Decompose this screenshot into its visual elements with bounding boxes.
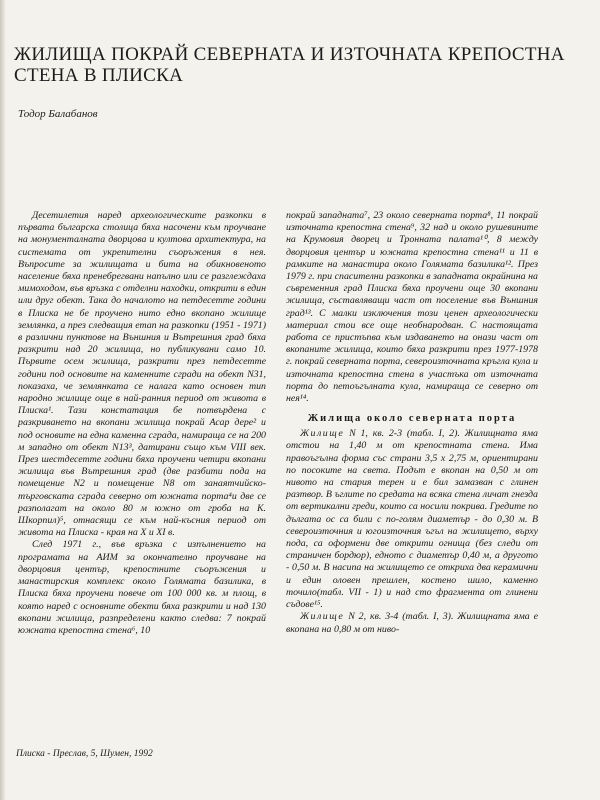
right-column [286, 210, 538, 636]
article-author: Тодор Балабанов [18, 108, 98, 120]
dwelling-text: N 1, кв. 2-3 (табл. I, 2). Жилищната яма отстои на 1,40 м от крепостната стена. Има правоъгълна форма със страни 3,5 х 2,75 м, ориентирани по посоките на света. Подът е вкопан на 0,50 м от нивото на стария терен и е бил замазван с глинен разтвор. В ъглите по средата на всяка стена личат гнезда от вертикални греди, които са носили покрива. Гредите по дългата ос са били с по-голям диаметър - до 0,30 м. В североизточния и югоизточния ъгъл на жилището, върху пода, са оформени две открити огнища (без следи от страничен бордюр), едното с диаметър 0,40 м, а другото - 0,50 м. В насипа на жилището се откриха два керамични и един оловен прешлен, костено шило, каменно точило(табл. VII - 1) и над сто фрагмента от глинени съдове¹⁵. [286, 428, 538, 611]
dwelling-1-paragraph [286, 428, 538, 611]
dwelling-2-paragraph [286, 611, 538, 635]
left-column [18, 210, 266, 637]
paragraph: След 1971 г., във връзка с изпълнението на програмата на АИМ за окончателно проучване на дворцовия център, крепостните съоръжения и манастирския комплекс около Голямата базилика, в Плиска бяха проучени повече от 100 000 кв. м площ, в която наред с основните обекти бяха разкрити и над 130 вкопани жилища, разпределени както следва: 7 покрай южната крепостна стена⁶, 10 [18, 539, 266, 636]
paragraph: покрай западната⁷, 23 около северната порта⁸, 11 покрай източната крепостна стена⁹, 32 над и около рушевините на Крумовия дворец и Тронната палата¹⁰, 8 между дворцовия център и южната крепостна стена¹¹ и 11 в рамките на манастира около Голямата базилика¹². През 1979 г. при спасителни разкопки в западната окрайнина на съвременния град Плиска бяха проучени още 30 вкопани жилища, съставляващи част от поселение във Външния град¹³. С малки изключения този ценен археологически материал стои все още необнародван. С настоящата работа се пристъпва към издаването на онази част от вкопаните жилища, които бяха разкрити през 1977-1978 г. покрай северната порта, североизточната кръгла кула и източната крепостна стена в участъка от източната порта до петоъгълната кула, намираща се северно от нея¹⁴. [286, 210, 538, 405]
section-heading: Жилища около северната порта [307, 413, 517, 425]
dwelling-label: Жилище [300, 428, 345, 440]
article-title: ЖИЛИЩА ПОКРАЙ СЕВЕРНАТА И ИЗТОЧНАТА КРЕПОСТНА СТЕНА В ПЛИСКА [14, 44, 565, 86]
dwelling-text: N 2, кв. 3-4 (табл. I, 3). Жилищната яма е вкопана на 0,80 м от ниво- [286, 611, 538, 635]
dwelling-label: Жилище [300, 611, 345, 623]
paragraph: Десетилетия наред археологическите разкопки в първата българска столица бяха насочени към проучване на монументалната дворцова и култова архитектура, на системата от укрепителни съоръжения в нея. Въпросите за жилищата и бита на обикновеното население бяха пренебрегвани напълно или се разглеждаха мимоходом, във връзка с отделни находки, открити в един или друг обект. Така до началото на петдесетте години в Плиска не бе проучено нито едно вкопано жилище землянка, а през следващия етап на разкопки (1951 - 1971) в различни пунктове на Външния и Вътрешния град бяха разкрити над 20 жилища, но публикувани само 10. Първите осем жилища, разкрити през петдесетте години под основите на каменните сгради на обект N31, показаха, че землянката се налага като основен тип народно жилище още в най-ранния период от живота в Плиска¹. Тази констатация бе потвърдена с разкриването на вкопани жилища покрай Асар дере² и под основите на една каменна сграда, намираща се на 200 м западно от обект N13³, датирани също към VIII век. През шестдесетте години бяха проучени четири вкопани жилища във Вътрешния град (две разбити пода на помещение N2 и помещение N8 от занаятчийско-търговската сграда северно от южната порта⁴и две се разполагат на около 80 м южно от гроба на К. Шкорпил)⁵, отнасящи се към най-късния период от живота на Плиска - края на X и XI в. [18, 210, 266, 539]
footer-citation: Плиска - Преслав, 5, Шумен, 1992 [16, 749, 153, 759]
page-edge [0, 0, 6, 800]
